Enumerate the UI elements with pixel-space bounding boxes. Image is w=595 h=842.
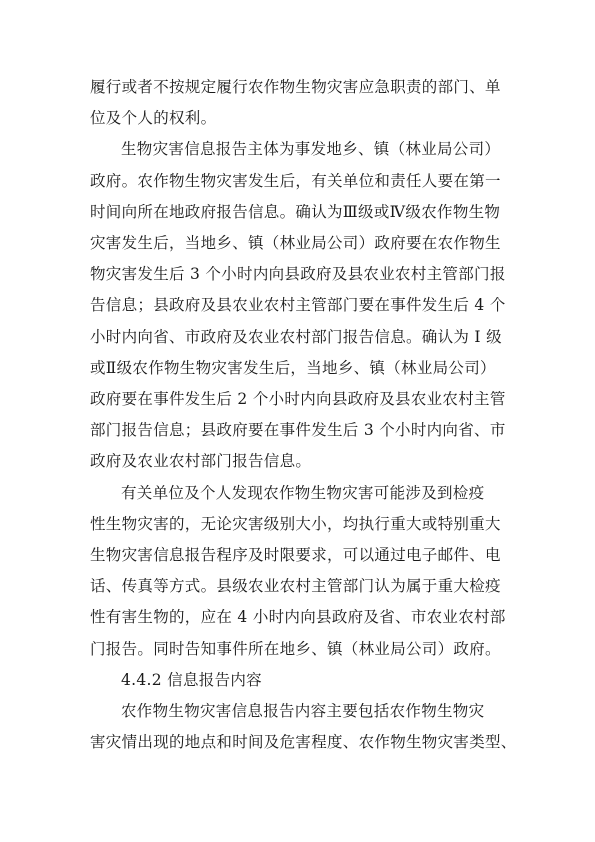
document-body <box>90 72 517 758</box>
text-line: 性生物灾害的，无论灾害级别大小，均执行重大或特别重大 <box>90 514 501 533</box>
text-line: 时间向所在地政府报告信息。确认为Ⅲ级或Ⅳ级农作物生物 <box>90 202 501 221</box>
paragraph-report-subject <box>90 134 508 477</box>
text-line: 灾害发生后，当地乡、镇（林业局公司）政府要在农作物生 <box>90 234 501 253</box>
text-line: 政府及农业农村部门报告信息。 <box>90 452 312 471</box>
text-line: 政府。农作物生物灾害发生后，有关单位和责任人要在第一 <box>90 171 501 190</box>
text-line: 履行或者不按规定履行农作物生物灾害应急职责的部门、单 <box>90 78 501 96</box>
text-line: 话、传真等方式。县级农业农村主管部门认为属于重大检疫 <box>90 577 501 596</box>
text-line: 告信息；县政府及县农业农村主管部门要在事件发生后 4 个 <box>90 296 506 315</box>
text-line: 生物灾害信息报告程序及时限要求，可以通过电子邮件、电 <box>90 546 501 565</box>
text-line: 或Ⅱ级农作物生物灾害发生后，当地乡、镇（林业局公司） <box>90 358 496 377</box>
text-line: 生物灾害信息报告主体为事发地乡、镇（林业局公司） <box>121 140 501 159</box>
text-line: 物灾害发生后 3 个小时内向县政府及县农业农村主管部门报 <box>90 265 506 284</box>
text-line: 小时内向省、市政府及农业农村部门报告信息。确认为 I 级 <box>90 327 502 346</box>
text-line: 位及个人的权利。 <box>90 109 217 128</box>
text-line: 害灾情出现的地点和时间及危害程度、农作物生物灾害类型、 <box>90 733 517 752</box>
text-line: 部门报告信息；县政府要在事件发生后 3 个小时内向省、市 <box>90 421 506 440</box>
paragraph-continuation <box>90 72 508 134</box>
text-line: 政府要在事件发生后 2 个小时内向县政府及县农业农村主管 <box>90 390 506 409</box>
text-line: 性有害生物的，应在 4 小时内向县政府及省、市农业农村部 <box>90 608 506 627</box>
text-line: 农作物生物灾害信息报告内容主要包括农作物生物灾 <box>121 702 485 721</box>
paragraph-report-content <box>90 696 517 758</box>
section-heading: 4.4.2 信息报告内容 <box>121 670 262 689</box>
text-line: 有关单位及个人发现农作物生物灾害可能涉及到检疫 <box>121 483 485 502</box>
paragraph-quarantine <box>90 478 508 665</box>
text-line: 门报告。同时告知事件所在地乡、镇（林业局公司）政府。 <box>90 639 501 658</box>
